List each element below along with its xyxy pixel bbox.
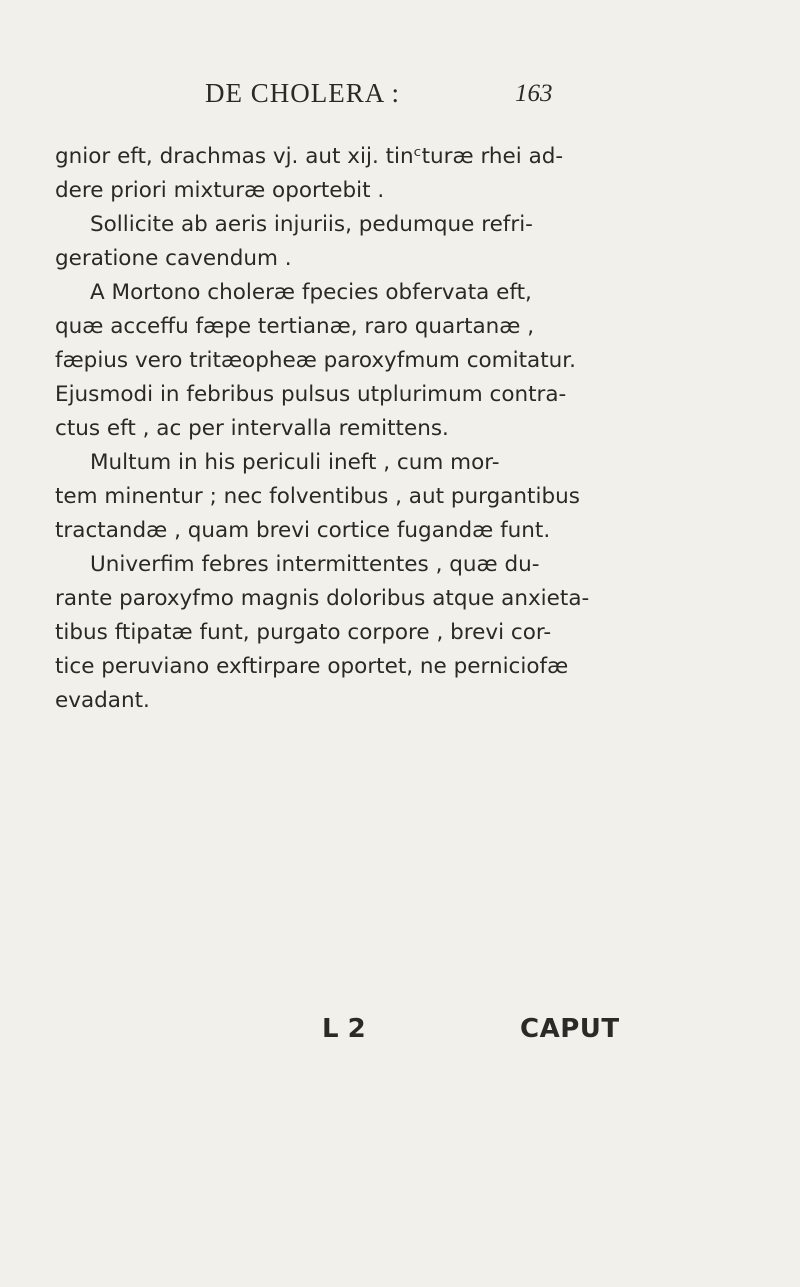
text-line: Univerfim febres intermittentes , quæ du- (90, 552, 540, 577)
text-line: Multum in his periculi ineft , cum mor- (90, 450, 500, 475)
page-number: 163 (515, 80, 553, 107)
catchword: CAPUT (520, 1014, 620, 1044)
running-head: DE CHOLERA : (205, 78, 401, 108)
text-line: evadant. (55, 688, 150, 713)
text-line: tem minentur ; nec folventibus , aut purgantibus (55, 484, 580, 509)
text-line: geratione cavendum . (55, 246, 292, 271)
text-line: tice peruviano exftirpare oportet, ne perniciofæ (55, 654, 569, 679)
text-line: fæpius vero tritæopheæ paroxyfmum comitatur. (55, 348, 576, 373)
page-header (0, 78, 800, 118)
signature-mark: L 2 (322, 1014, 366, 1044)
text-line: A Mortono choleræ fpecies obfervata eft, (90, 280, 532, 305)
text-line: ctus eft , ac per intervalla remittens. (55, 416, 449, 441)
text-line: tractandæ , quam brevi cortice fugandæ funt. (55, 518, 551, 543)
text-line: Sollicite ab aeris injuriis, pedumque refri- (90, 212, 533, 237)
page-footer (0, 1014, 800, 1054)
text-line: rante paroxyfmo magnis doloribus atque anxieta- (55, 586, 590, 611)
text-line: tibus ftipatæ funt, purgato corpore , brevi cor- (55, 620, 552, 645)
text-line: Ejusmodi in febribus pulsus utplurimum contra- (55, 382, 567, 407)
text-line: dere priori mixturæ oportebit . (55, 178, 385, 203)
text-line: quæ acceffu fæpe tertianæ, raro quartanæ , (55, 314, 535, 339)
text-line: gnior eft, drachmas vj. aut xij. tinᶜturæ rhei ad- (55, 144, 564, 169)
